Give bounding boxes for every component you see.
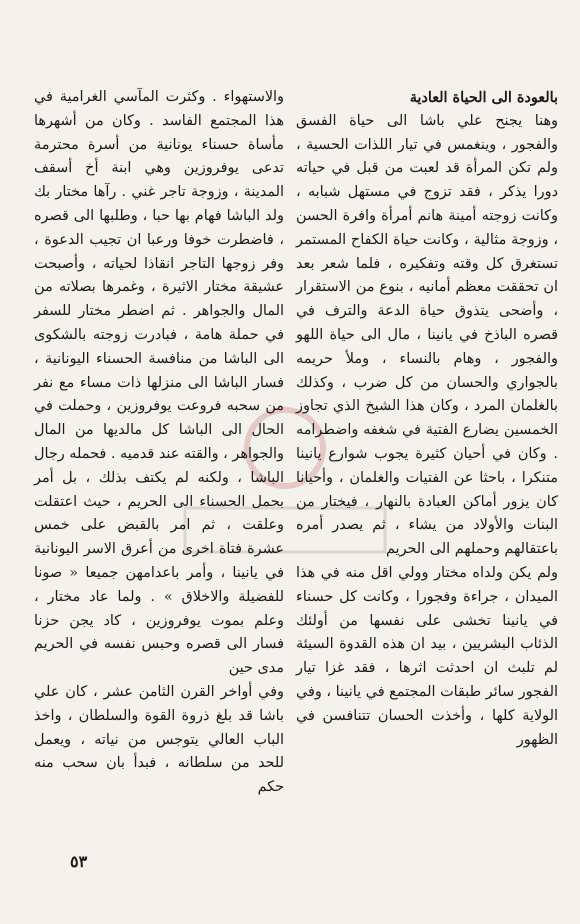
right-column xyxy=(296,86,558,752)
paragraph: وفي أواخر القرن الثامن عشر ، كان علي باشا قد بلغ ذروة القوة والسلطان ، واخذ الباب العالي يتوجس من نياته ، ويعمل للحد من سلطانه ، فبدأ بان سحب منه حكم xyxy=(34,683,284,796)
left-column xyxy=(34,86,284,800)
page-number: ٥٣ xyxy=(70,852,88,871)
section-heading: بالعودة الى الحياة العادية xyxy=(409,89,558,106)
paragraph: والاستهواء . وكثرت المآسي الغرامية في هذا المجتمع الفاسد . وكان من أشهرها مأساة حسناء يونانية من أسرة محترمة تدعى يوفروزين وهي ابنة أخ أسقف المدينة ، وزوجة تاجر غني . رآها مختار بك ولد الباشا فهام بها حبا ، وطلبها الى قصره ، فاضطرت خوفا ورعبا ان تجيب الدعوة ، وفر زوجها التاجر انقاذا لحياته ، وأصبحت عشيقة مختار الاثيرة ، وغمرها بصلاته من المال والجواهر . ثم اضطر مختار للسفر في حملة هامة ، فبادرت زوجته بالشكوى الى الباشا من منافسة الحسناء اليونانية ، فسار الباشا الى منزلها ذات مساء مع نفر من سحبه فروعت يوفروزين ، وحملت في الحال الى الباشا كل مالديها من المال والجواهر ، والقته عند قدميه . فحمله رجال الباشا ، ولكنه لم يكتف بذلك ، بل أمر بحمل الحسناء الى الحريم ، حيث اعتقلت وعلقت ، ثم امر بالقبض على خمس عشرة فتاة اخرى من أعرق الاسر اليونانية في يانينا ، وأمر باعدامهن جميعا « صونا للفضيلة والاخلاق » . ولما عاد مختار ، وعلم بموت يوفروزين ، كاد يجن حزنا فسار الى قصره وحبس نفسه في الحريم مدى حين xyxy=(34,89,284,677)
paragraph: ولم يكن ولداه مختار وولي اقل منه في هذا الميدان ، جراءة وفجورا ، وكانت كل حسناء في يانينا تخشى على نفسها من أولئك الذئاب البشريين ، بيد ان هذه القدوة السيئة لم تلبث ان احدثت اثرها ، فقد غزا تيار الفجور سائر طبقات المجتمع في يانينا ، وفي الولاية كلها ، وأخذت الحسان تتنافسن في الظهور xyxy=(296,564,558,748)
paragraph: وهنا يجنح علي باشا الى حياة الفسق والفجور ، وينغمس في تيار اللذات الحسية ، ولم تكن المرأة قد لعبت من قبل في حياته دورا يذكر ، فقد تزوج في مستهل شبابه ، وكانت زوجته أمينة هانم أمرأة وافرة الحسن ، وزوجة مثالية ، وكانت حياة الكفاح المستمر تستغرق كل وقته وتفكيره ، فلما شعر بعد ان تحققت معظم أمانيه ، بنوع من الاستقرار ، وأضحى يتذوق حياة الدعة والترف في قصره الباذخ في يانينا ، مال الى حياة اللهو والفجور ، وهام بالنساء ، وملأ حريمه بالجواري والحسان من كل ضرب ، وكذلك بالغلمان المرد ، وكان هذا الشيخ الذي تجاوز الخمسين يضارع الفتية في شغفه واضطرامه . وكان في أحيان كثيرة يجوب شوارع يانينا متنكرا ، باحثا عن الفتيات والغلمان ، وأحيانا كان يزور أماكن العبادة بالنهار ، فيختار من البنات والأولاد من يشاء ، ثم يصدر أمره باعتقالهم وحملهم الى الحريم xyxy=(296,112,558,558)
